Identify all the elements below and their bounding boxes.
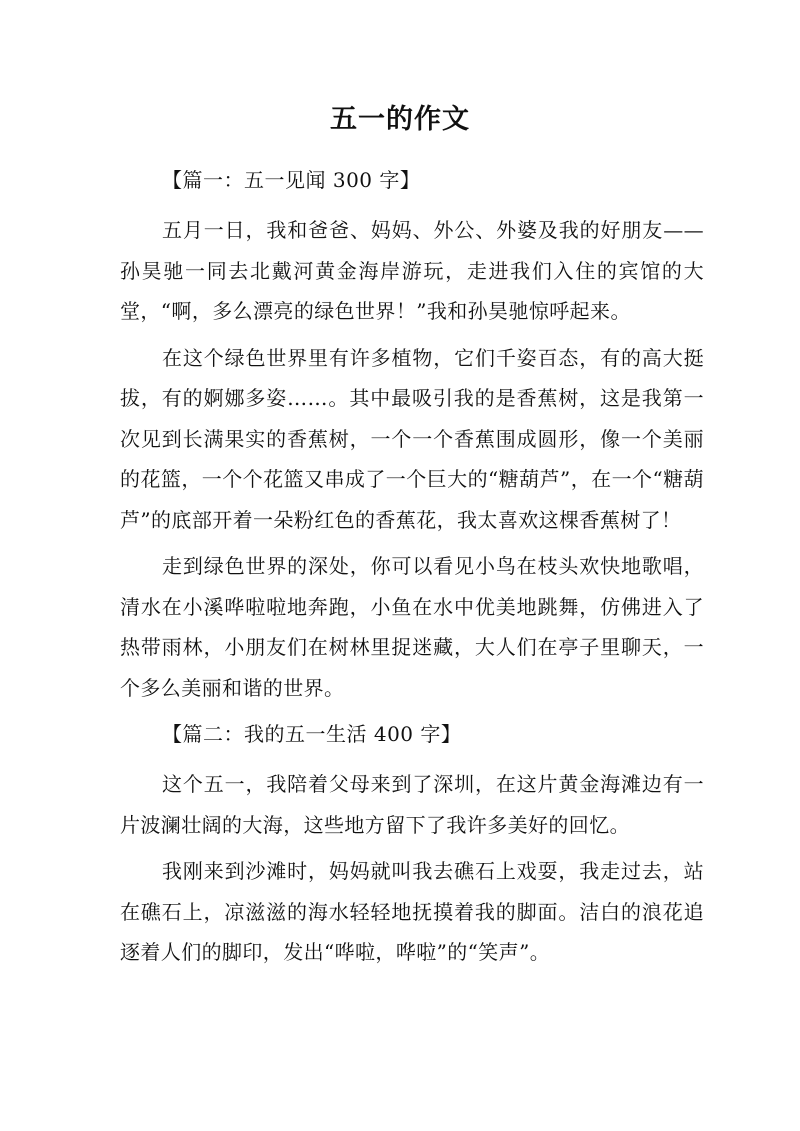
- section-1: [120, 160, 704, 708]
- paragraph: 我刚来到沙滩时，妈妈就叫我去礁石上戏耍，我走过去，站在礁石上，凉滋滋的海水轻轻地抚摸着我的脚面。洁白的浪花追逐着人们的脚印，发出“哗啦，哗啦”的“笑声”。: [120, 859, 704, 964]
- paragraph: 在这个绿色世界里有许多植物，它们千姿百态，有的高大挺拔，有的婀娜多姿……。其中最吸引我的是香蕉树，这是我第一次见到长满果实的香蕉树，一个一个香蕉围成圆形，像一个美丽的花篮，一个个花篮又串成了一个巨大的“糖葫芦”，在一个“糖葫芦”的底部开着一朵粉红色的香蕉花，我太喜欢这棵香蕉树了！: [120, 345, 704, 532]
- page-title: 五一的作文: [330, 104, 470, 135]
- paragraph: 五月一日，我和爸爸、妈妈、外公、外婆及我的好朋友——孙昊驰一同去北戴河黄金海岸游玩，走进我们入住的宾馆的大堂，“啊，多么漂亮的绿色世界！”我和孙昊驰惊呼起来。: [120, 218, 704, 323]
- section-heading: 【篇二：我的五一生活 400 字】: [162, 722, 462, 746]
- section-2: [120, 714, 704, 973]
- paragraph: 这个五一，我陪着父母来到了深圳，在这片黄金海滩边有一片波澜壮阔的大海，这些地方留下了我许多美好的回忆。: [120, 772, 704, 837]
- section-heading: 【篇一：五一见闻 300 字】: [162, 168, 421, 192]
- paragraph: 走到绿色世界的深处，你可以看见小鸟在枝头欢快地歌唱，清水在小溪哗啦啦地奔跑，小鱼在水中优美地跳舞，仿佛进入了热带雨林，小朋友们在树林里捉迷藏，大人们在亭子里聊天，一个多么美丽和谐的世界。: [120, 554, 704, 700]
